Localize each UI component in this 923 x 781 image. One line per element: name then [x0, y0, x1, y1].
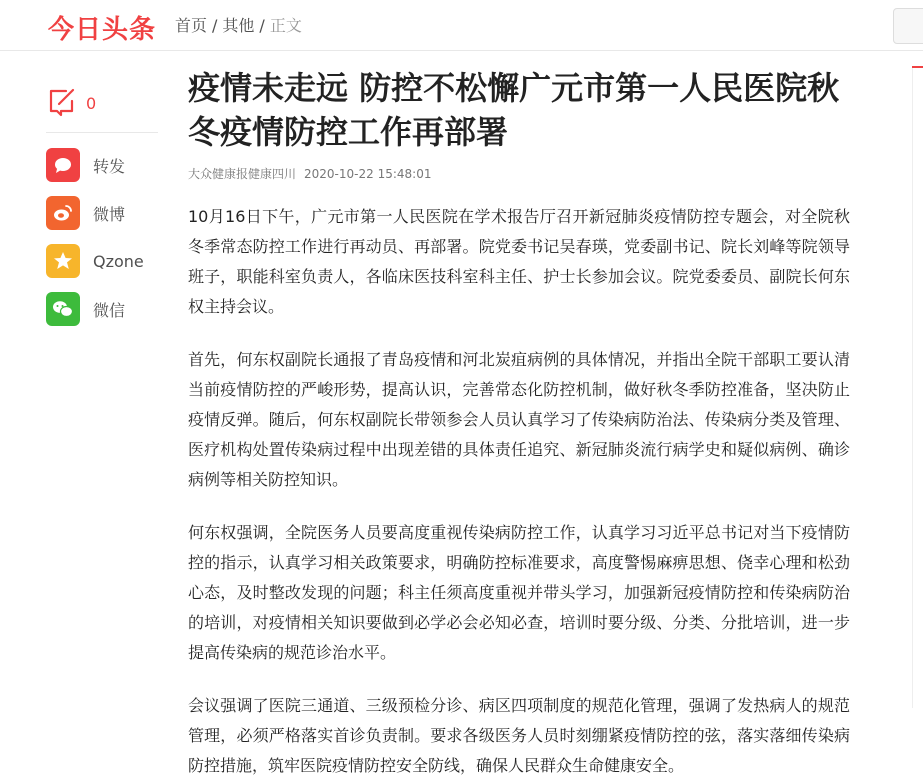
article-paragraph: 10月16日下午，广元市第一人民医院在学术报告厅召开新冠肺炎疫情防控专题会，对全院秋冬季常态防控工作进行再动员、再部署。院党委书记吴春瑛，党委副书记、院长刘峰等院领导班子，职能科室负责人，各临床医技科室科主任、护士长参加会议。院党委委员、副院长何东权主持会议。: [188, 207, 850, 316]
article-source[interactable]: 大众健康报健康四川: [188, 167, 297, 181]
article-paragraph: 何东权强调，全院医务人员要高度重视传染病防控工作，认真学习习近平总书记对当下疫情防控的指示，认真学习相关政策要求，明确防控标准要求，高度警惕麻痹思想、侥幸心理和松劲心态，及时整改发现的问题；科主任须高度重视并带头学习，加强新冠疫情防控和传染病防治的培训，对疫情相关知识要做到必学必会必知必查，培训时要分级、分类、分批培训，进一步提高传染病的规范诊治水平。: [188, 523, 850, 662]
share-repost[interactable]: [46, 147, 125, 183]
qzone-icon: [46, 244, 80, 278]
share-divider: [46, 132, 158, 133]
article-title: 疫情未走远 防控不松懈广元市第一人民医院秋冬疫情防控工作再部署: [188, 69, 840, 151]
breadcrumb-current: 正文: [269, 16, 302, 35]
right-divider: [912, 68, 913, 708]
article-time: 2020-10-22 15:48:01: [304, 167, 432, 181]
article-paragraph: 首先，何东权副院长通报了青岛疫情和河北炭疽病例的具体情况，并指出全院干部职工要认清当前疫情防控的严峻形势，提高认识，完善常态化防控机制，做好秋冬季防控准备，坚决防止疫情反弹。随后，何东权副院长带领参会人员认真学习了传染病防治法、传染病分类及管理、医疗机构处置传染病过程中出现差错的具体责任追究、新冠肺炎流行病学史和疑似病例、确诊病例等相关防控知识。: [188, 350, 850, 489]
breadcrumb: [175, 13, 302, 36]
share-label: Qzone: [93, 251, 144, 271]
share-label: 微信: [93, 300, 126, 320]
breadcrumb-home[interactable]: 首页: [175, 16, 208, 35]
article-paragraph: 会议强调了医院三通道、三级预检分诊、病区四项制度的规范化管理，强调了发热病人的规范管理，必须严格落实首诊负责制。要求各级医务人员时刻绷紧疫情防控的弦，落实落细传染病防控措施，筑牢医院疫情防控安全防线，确保人民群众生命健康安全。: [188, 696, 850, 775]
breadcrumb-separator: /: [212, 16, 218, 35]
share-label: 微博: [93, 204, 126, 224]
comment-icon: [46, 85, 78, 121]
repost-icon: [46, 148, 80, 182]
wechat-icon: [46, 292, 80, 326]
breadcrumb-category[interactable]: 其他: [222, 16, 255, 35]
site-logo[interactable]: 今日头条: [48, 15, 157, 45]
search-input[interactable]: [893, 8, 923, 44]
share-wechat[interactable]: [46, 291, 125, 327]
share-label: 转发: [93, 156, 126, 176]
share-qzone[interactable]: [46, 243, 144, 279]
article: [188, 66, 850, 781]
comment-button[interactable]: [46, 86, 158, 120]
top-bar: [0, 0, 923, 51]
article-meta: [188, 166, 850, 182]
right-accent-line: [912, 66, 923, 68]
share-weibo[interactable]: [46, 195, 125, 231]
comment-count: 0: [86, 93, 97, 113]
weibo-icon: [46, 196, 80, 230]
breadcrumb-separator: /: [259, 16, 265, 35]
